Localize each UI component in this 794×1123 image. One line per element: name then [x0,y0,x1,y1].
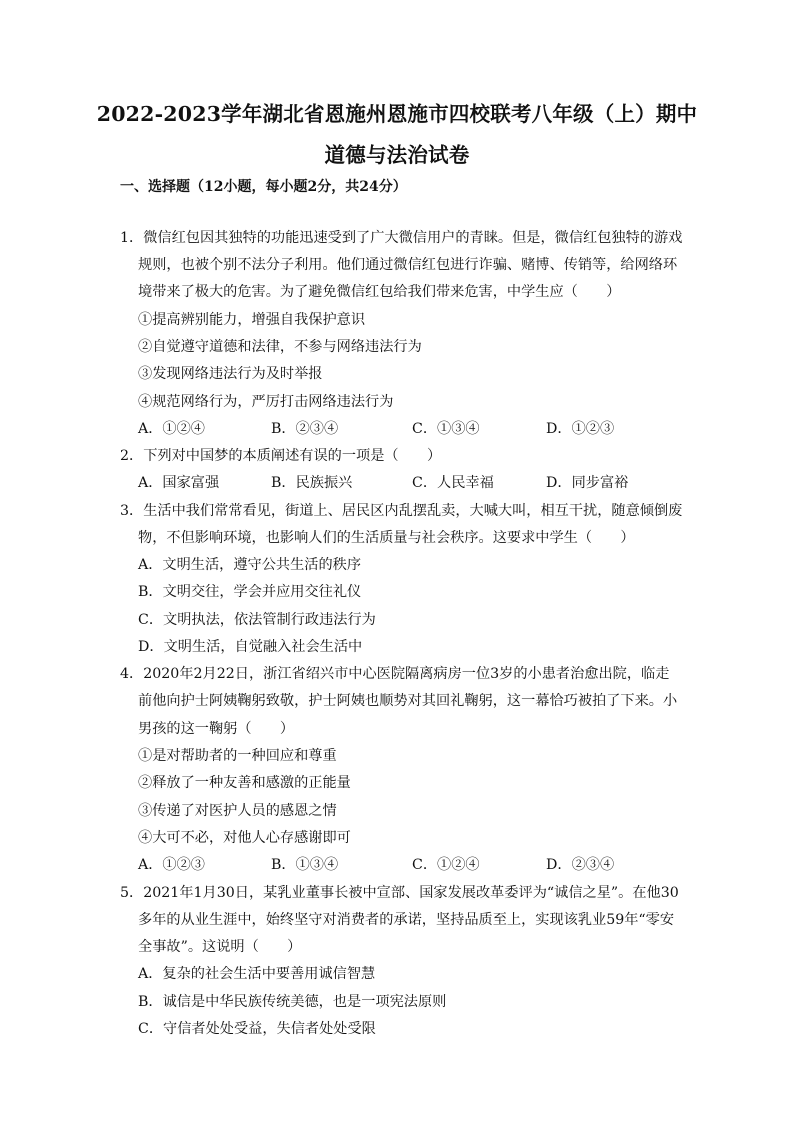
question-4-option-c: C．①②④ [412,857,480,873]
question-2-option-d: D．同步富裕 [546,475,629,491]
question-1-option-c: C．①③④ [412,421,480,437]
question-3-line-2: 物，不但影响环境，也影响人们的生活质量与社会秩序。这要求中学生（ ） [138,530,635,546]
question-4-line-2: 前他向护士阿姨鞠躬致敬，护士阿姨也顺势对其回礼鞠躬，这一幕恰巧被拍了下来。小 [138,693,678,709]
question-1-line-1: 1．微信红包因其独特的功能迅速受到了广大微信用户的青睐。但是，微信红包独特的游戏 [120,230,683,246]
question-5-line-3: 全事故”。这说明（ ） [138,939,302,955]
question-3-option-b: B．文明交往，学会并应用交往礼仪 [138,584,362,600]
question-5-line-2: 多年的从业生涯中，始终坚守对消费者的承诺，坚持品质至上，实现该乳业59年“零安 [138,912,675,928]
question-3-line-1: 3．生活中我们常常看见，街道上、居民区内乱摆乱卖，大喊大叫，相互干扰，随意倾倒废 [120,503,683,519]
question-3-option-c: C．文明执法，依法管制行政违法行为 [138,612,376,628]
question-2-option-a: A．国家富强 [138,475,220,491]
question-2-option-c: C．人民幸福 [412,475,494,491]
question-1-statement-1: ①提高辨别能力，增强自我保护意识 [138,312,366,328]
question-1-line-2: 规则，也被个别不法分子利用。他们通过微信红包进行诈骗、赌博、传销等，给网络环 [138,257,678,273]
question-1-statement-4: ④规范网络行为，严厉打击网络违法行为 [138,394,394,410]
question-4-option-d: D．②③④ [546,857,615,873]
question-1-option-d: D．①②③ [546,421,615,437]
question-2-line-1: 2．下列对中国梦的本质阐述有误的一项是（ ） [120,448,442,464]
question-4-statement-3: ③传递了对医护人员的感恩之情 [138,803,337,819]
question-3-option-d: D．文明生活，自觉融入社会生活中 [138,639,363,655]
exam-title-line-1: 2022-2023学年湖北省恩施州恩施市四校联考八年级（上）期中 [96,102,698,126]
question-1-option-a: A．①②④ [138,421,205,437]
question-4-statement-1: ①是对帮助者的一种回应和尊重 [138,748,337,764]
section-heading: 一、选择题（12小题，每小题2分，共24分） [120,179,407,195]
question-5-line-1: 5．2021年1月30日，某乳业董事长被中宣部、国家发展改革委评为“诚信之星”。在他30 [120,885,679,901]
question-1-statement-2: ②自觉遵守道德和法律，不参与网络违法行为 [138,339,422,355]
question-1-statement-3: ③发现网络违法行为及时举报 [138,366,323,382]
question-3-option-a: A．文明生活，遵守公共生活的秩序 [138,557,362,573]
question-1-option-b: B．②③④ [271,421,339,437]
question-4-line-1: 4．2020年2月22日，浙江省绍兴市中心医院隔离病房一位3岁的小患者治愈出院，临走 [120,666,670,682]
question-1-line-3: 境带来了极大的危害。为了避免微信红包给我们带来危害，中学生应（ ） [138,284,621,300]
question-4-option-b: B．①③④ [271,857,339,873]
question-4-statement-2: ②释放了一种友善和感激的正能量 [138,775,351,791]
question-4-statement-4: ④大可不必，对他人心存感谢即可 [138,830,351,846]
question-5-option-a: A．复杂的社会生活中要善用诚信智慧 [138,966,376,982]
question-5-option-b: B．诚信是中华民族传统美德，也是一项宪法原则 [138,994,447,1010]
question-4-line-3: 男孩的这一鞠躬（ ） [138,721,295,737]
question-5-option-c: C．守信者处处受益，失信者处处受限 [138,1021,376,1037]
question-4-option-a: A．①②③ [138,857,205,873]
question-2-option-b: B．民族振兴 [271,475,353,491]
exam-title-line-2: 道德与法治试卷 [324,143,470,167]
